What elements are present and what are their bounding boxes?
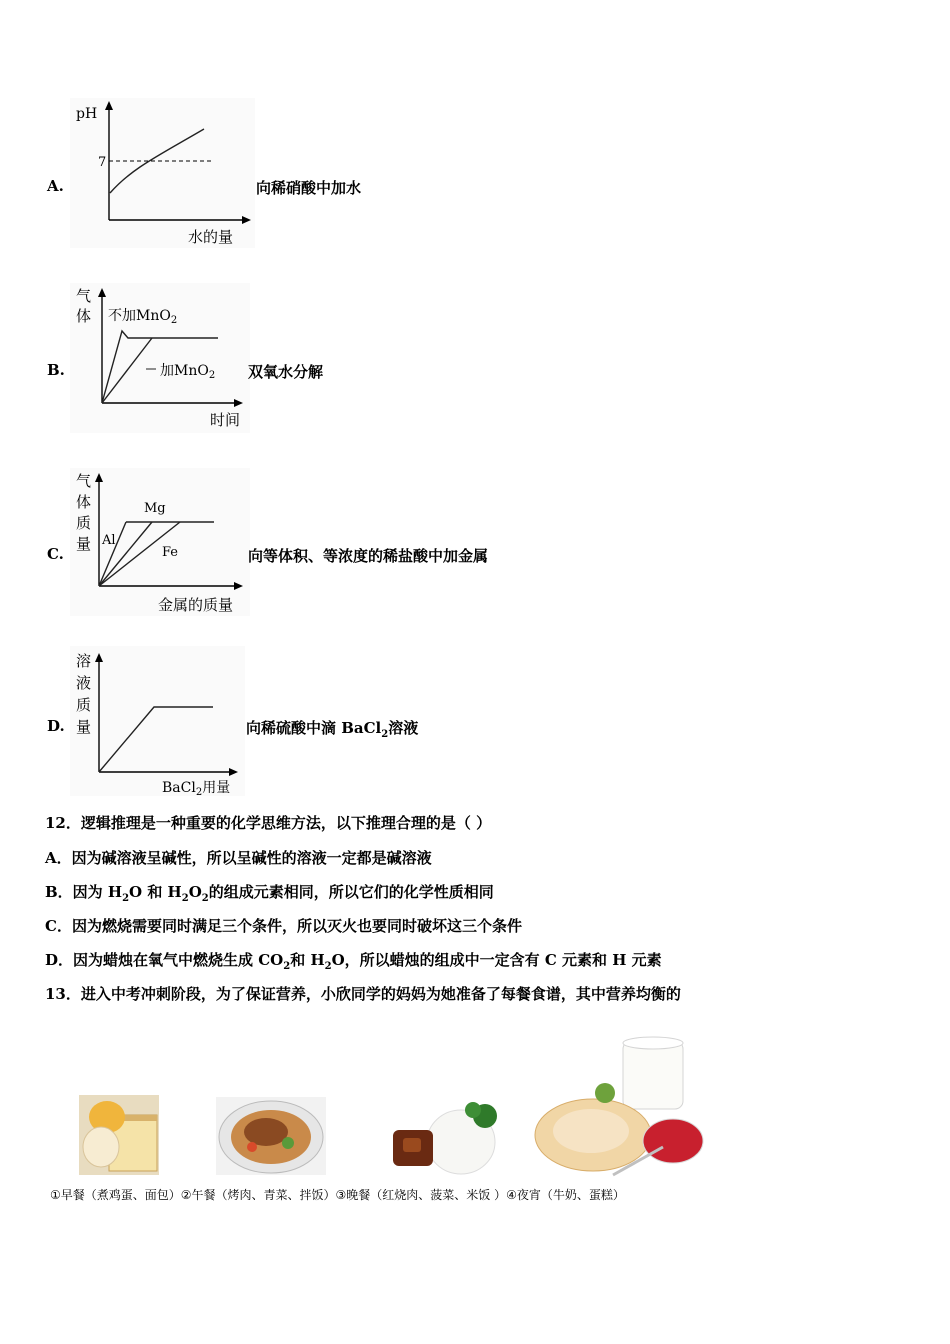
q13-stem: 13．进入中考冲刺阶段，为了保证营养，小欣同学的妈妈为她准备了每餐食谱，其中营养均衡的 xyxy=(45,985,681,1003)
chart-a xyxy=(70,98,255,248)
chart-a-xlabel: 水的量 xyxy=(188,228,234,246)
q12-option-c: C．因为燃烧需要同时满足三个条件，所以灭火也要同时破坏这三个条件 xyxy=(45,917,522,935)
q12-option-b: B．因为 $H_2O$ 和 $H_2O_2$的组成元素相同，所以它们的化学性质相同 xyxy=(45,883,494,904)
chart-c-ylabel-3: 质 xyxy=(76,514,92,532)
q12-stem: 12．逻辑推理是一种重要的化学思维方法，以下推理合理的是（ ） xyxy=(45,814,492,832)
chart-b xyxy=(70,283,250,433)
option-a-caption: 向稀硝酸中加水 xyxy=(256,179,362,197)
option-b-label: B. xyxy=(47,361,65,379)
chart-d-y-arrow xyxy=(95,653,103,662)
chart-c-label-fe: Fe xyxy=(162,545,179,560)
chart-c-xlabel: 金属的质量 xyxy=(158,596,234,614)
chart-b-ylabel-2: 体 xyxy=(76,307,92,325)
chart-a-ylabel: pH xyxy=(76,106,98,122)
option-b-caption: 双氧水分解 xyxy=(248,363,324,381)
q12-option-d: D．因为蜡烛在氧气中燃烧生成 $CO_2$和 $H_2O$，所以蜡烛的组成中一定含有 C 元素和 H 元素 xyxy=(45,951,662,972)
chart-c-x-arrow xyxy=(234,582,243,590)
option-c-caption: 向等体积、等浓度的稀盐酸中加金属 xyxy=(248,547,489,565)
chart-c-ylabel-4: 量 xyxy=(76,535,92,553)
chart-c-y-arrow xyxy=(95,473,103,482)
chart-d-curve xyxy=(99,707,213,772)
option-c-label: C. xyxy=(47,545,64,563)
chart-b-y-arrow xyxy=(98,288,106,297)
chart-a-x-arrow xyxy=(242,216,251,224)
late-snack-image xyxy=(533,1035,708,1185)
chart-b-series-1-label: 不加MnO$_2$ xyxy=(108,308,178,326)
chart-c-label-mg: Mg xyxy=(144,501,166,516)
chart-c-line-mg xyxy=(99,522,152,586)
option-a-label: A. xyxy=(47,177,64,195)
chart-d-ylabel-2: 液 xyxy=(76,674,92,692)
chart-d-xlabel: BaCl$_2$用量 xyxy=(162,780,231,796)
lunch-image xyxy=(216,1097,326,1175)
chart-d-ylabel-4: 量 xyxy=(76,718,92,736)
q12-option-a: A．因为碱溶液呈碱性，所以呈碱性的溶液一定都是碱溶液 xyxy=(45,849,432,867)
chart-a-y-arrow xyxy=(105,101,113,110)
chart-b-xlabel: 时间 xyxy=(210,411,241,429)
chart-b-series-2-label: 加MnO$_2$ xyxy=(160,363,216,381)
breakfast-image xyxy=(79,1095,159,1175)
chart-d-ylabel-1: 溶 xyxy=(76,652,92,670)
option-d-label: D. xyxy=(47,717,65,735)
chart-b-curve-2 xyxy=(102,338,152,403)
option-d-caption: 向稀硫酸中滴 BaCl$_2$溶液 xyxy=(246,719,419,740)
chart-b-ylabel-1: 气 xyxy=(76,287,92,305)
chart-c-ylabel-2: 体 xyxy=(76,493,92,511)
chart-c xyxy=(70,468,250,616)
chart-d-x-arrow xyxy=(229,768,238,776)
meals-caption: ①早餐（煮鸡蛋、面包）②午餐（烤肉、青菜、拌饭）③晚餐（红烧肉、菠菜、米饭 ）④夜宵（牛奶、蛋糕） xyxy=(50,1188,625,1202)
dinner-image xyxy=(389,1100,499,1180)
chart-c-label-al: Al xyxy=(102,533,116,548)
chart-d xyxy=(70,646,245,796)
chart-c-ylabel-1: 气 xyxy=(76,472,92,490)
chart-d-ylabel-3: 质 xyxy=(76,696,92,714)
chart-c-line-al xyxy=(99,522,126,586)
chart-a-ref-label: 7 xyxy=(98,155,107,170)
chart-b-x-arrow xyxy=(234,399,243,407)
